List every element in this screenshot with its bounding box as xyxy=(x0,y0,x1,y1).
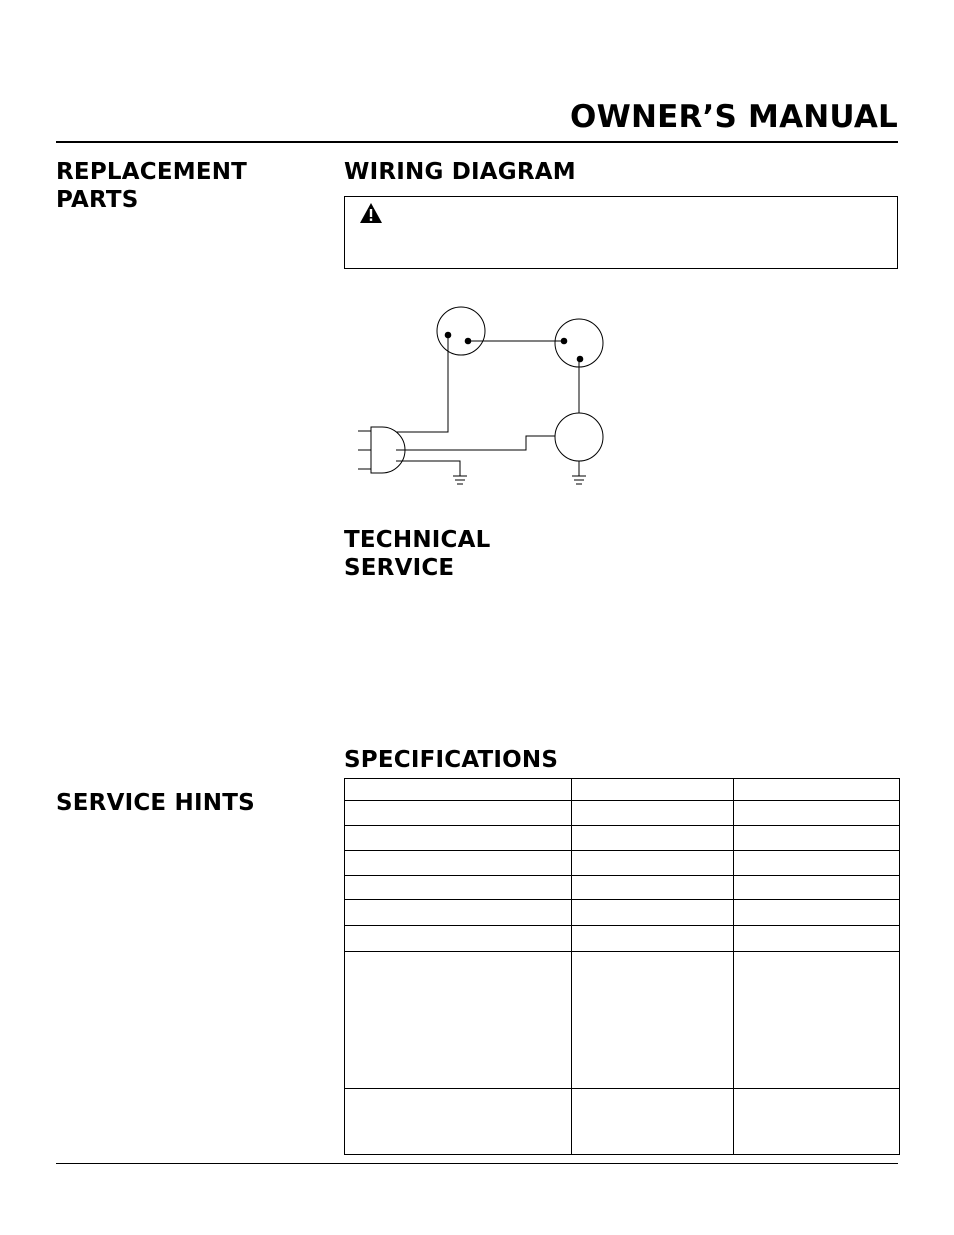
table-cell xyxy=(572,826,734,851)
ground-symbol-1 xyxy=(453,476,467,484)
specifications-table xyxy=(344,778,900,1155)
table-row xyxy=(345,1089,900,1155)
terminal-dot xyxy=(577,356,584,363)
table-cell xyxy=(345,952,572,1089)
table-row xyxy=(345,826,900,851)
manual-title: OWNER’S MANUAL xyxy=(570,99,898,135)
table-cell xyxy=(345,900,572,926)
table-cell xyxy=(572,952,734,1089)
table-cell xyxy=(572,1089,734,1155)
table-cell xyxy=(345,779,572,801)
table-cell xyxy=(572,779,734,801)
table-cell xyxy=(345,1089,572,1155)
table-cell xyxy=(734,851,900,876)
wire-plug-to-motor xyxy=(396,436,555,450)
warning-box xyxy=(344,196,898,269)
table-cell xyxy=(734,876,900,900)
specifications-heading: SPECIFICATIONS xyxy=(344,747,559,773)
table-cell xyxy=(734,801,900,826)
warning-triangle-icon xyxy=(359,202,383,224)
motor-circle xyxy=(555,413,603,461)
table-cell xyxy=(345,851,572,876)
replacement-parts-heading: REPLACEMENT PARTS xyxy=(56,159,248,213)
table-row xyxy=(345,952,900,1089)
table-row xyxy=(345,851,900,876)
table-cell xyxy=(572,900,734,926)
table-cell xyxy=(572,876,734,900)
table-row xyxy=(345,876,900,900)
terminal-dot xyxy=(445,332,452,339)
table-cell xyxy=(572,801,734,826)
technical-service-heading: TECHNICAL SERVICE xyxy=(344,527,491,581)
terminal-dot xyxy=(465,338,472,345)
table-cell xyxy=(345,801,572,826)
wire-plug-to-switch-1 xyxy=(396,337,448,432)
wiring-diagram xyxy=(340,300,620,500)
table-cell xyxy=(734,779,900,801)
table-cell xyxy=(345,826,572,851)
table-cell xyxy=(734,1089,900,1155)
table-cell xyxy=(345,926,572,952)
wire-plug-ground xyxy=(396,461,460,476)
table-cell xyxy=(734,900,900,926)
bottom-rule xyxy=(56,1163,898,1164)
terminal-dot xyxy=(561,338,568,345)
table-cell xyxy=(572,851,734,876)
service-hints-heading: SERVICE HINTS xyxy=(56,790,255,816)
switch-1-terminal-circle xyxy=(437,307,485,355)
table-cell xyxy=(345,876,572,900)
ground-symbol-2 xyxy=(572,476,586,484)
table-row xyxy=(345,801,900,826)
table-cell xyxy=(572,926,734,952)
table-cell xyxy=(734,826,900,851)
table-row xyxy=(345,900,900,926)
table-row xyxy=(345,779,900,801)
table-cell xyxy=(734,952,900,1089)
table-row xyxy=(345,926,900,952)
wiring-diagram-heading: WIRING DIAGRAM xyxy=(344,159,576,185)
top-rule xyxy=(56,141,898,143)
table-cell xyxy=(734,926,900,952)
